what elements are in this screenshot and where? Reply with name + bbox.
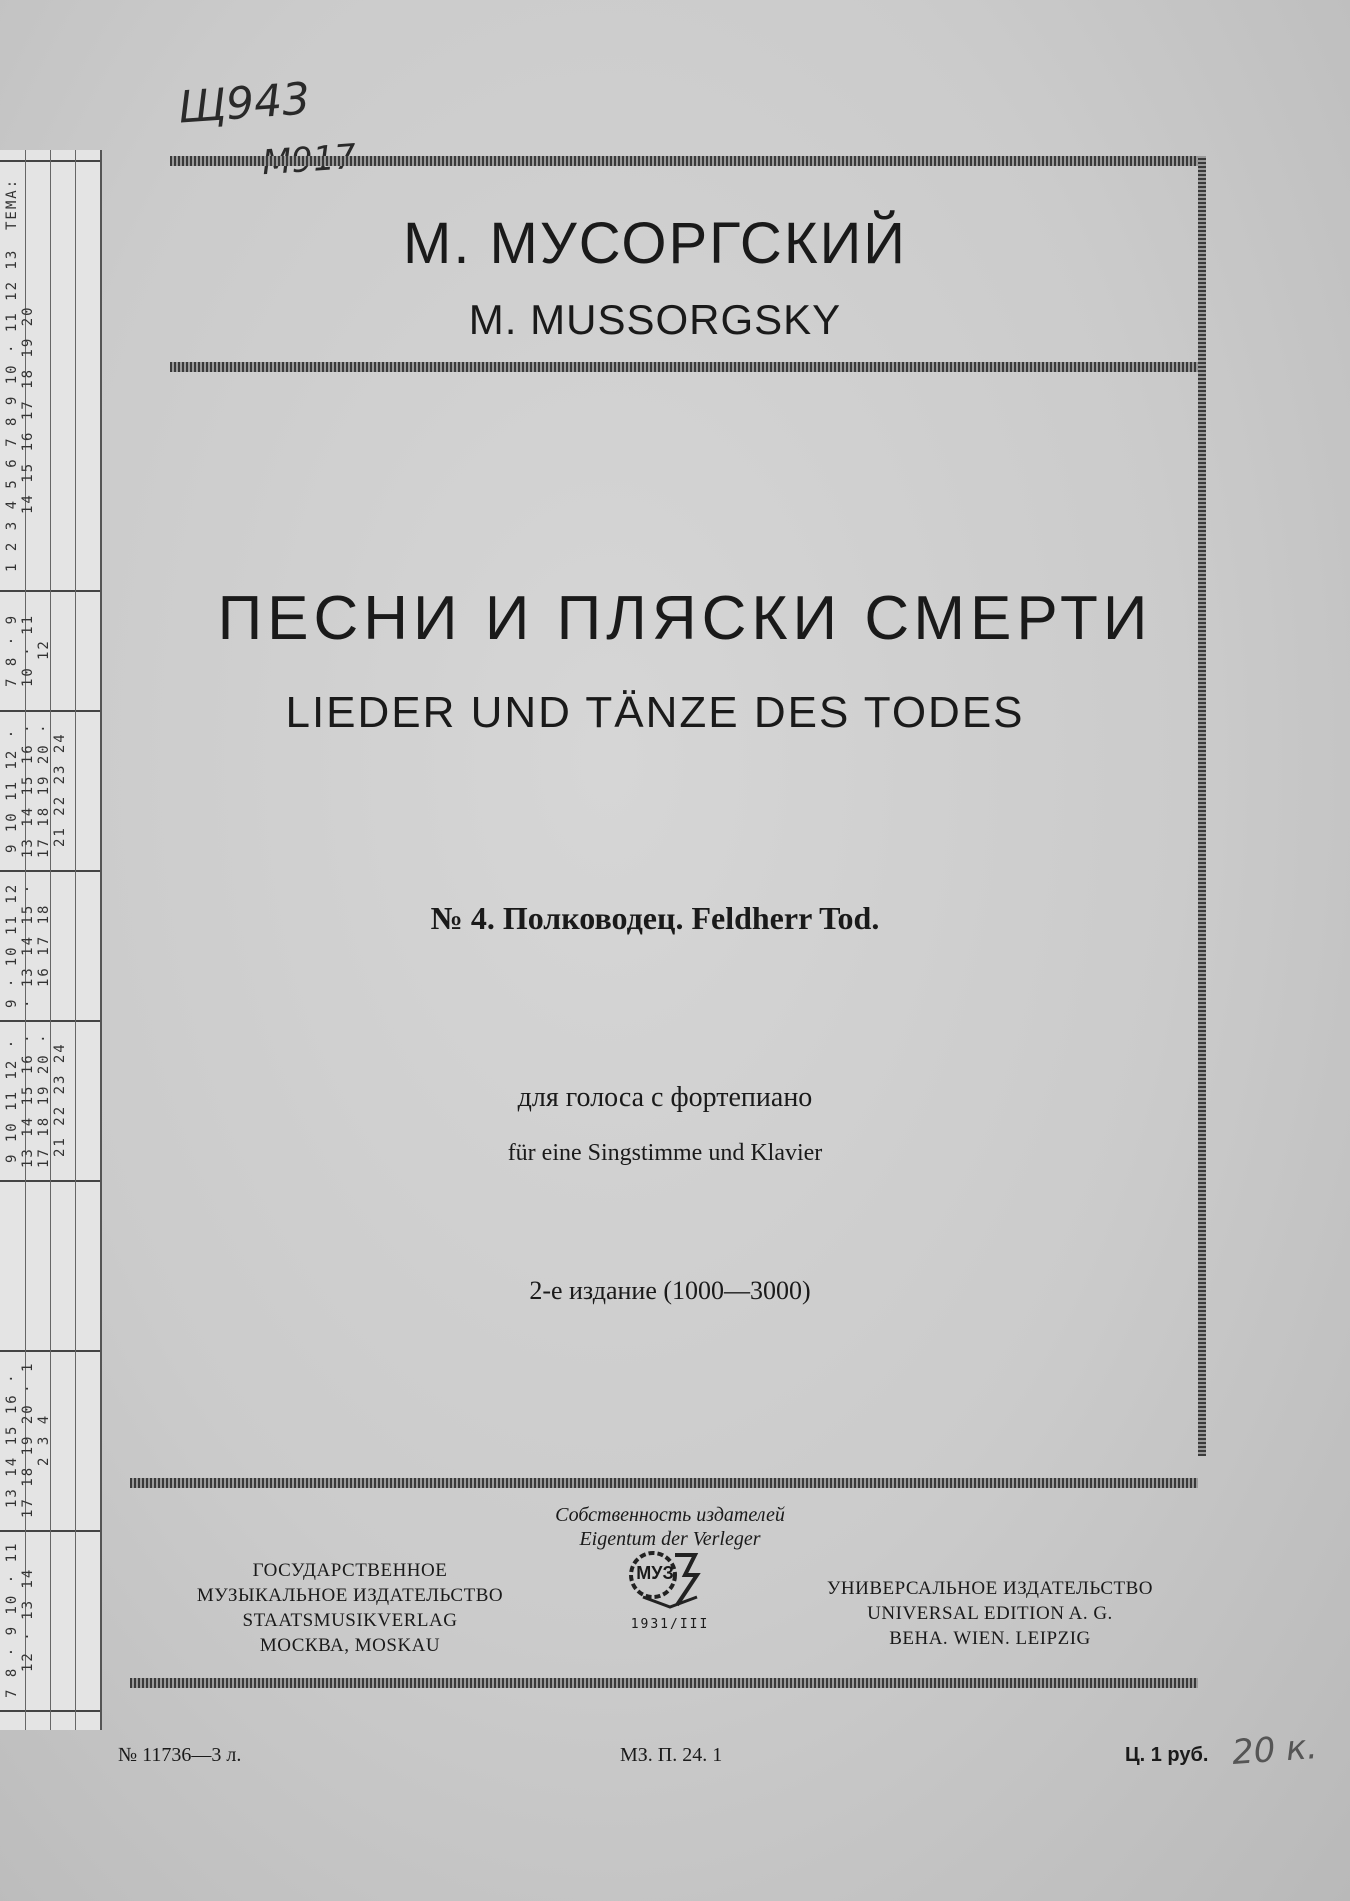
edition-note: 2-е издание (1000—3000): [529, 1276, 811, 1305]
publisher-right: [800, 1576, 1180, 1651]
shelfmark-line-1: Щ943: [176, 73, 312, 134]
publisher-left-line-4: МОСКВА, MOSKAU: [259, 1635, 441, 1656]
publisher-left: [180, 1558, 520, 1658]
property-de: Eigentum der Verleger: [579, 1528, 761, 1550]
publisher-left-line-3: STAATSMUSIKVERLAG: [242, 1610, 458, 1631]
spine-row-5: 9 10 11 12 · 13 14 15 16 · 17 18 19 20 · 21 22 23 24: [4, 1032, 68, 1168]
spine-row-4: 9 · 10 11 12 · 13 14 15 · 16 17 18: [4, 882, 52, 1008]
spine-row-6: 13 14 15 16 · 17 18 19 20 · 1 2 3 4: [4, 1361, 52, 1519]
spine-row-3: 9 10 11 12 · 13 14 15 16 · 17 18 19 20 · 21 22 23 24: [4, 722, 68, 858]
song-number: № 4. Полководец. Feldherr Tod.: [430, 900, 880, 936]
instrumentation-de: für eine Singstimme und Klavier: [507, 1140, 823, 1166]
publisher-right-line-1: УНИВЕРСАЛЬНОЕ ИЗДАТЕЛЬСТВО: [826, 1578, 1154, 1599]
spine-row-7: 7 8 · 9 10 · 11 12 · 13 14: [4, 1541, 36, 1699]
spine-index-strip: [0, 150, 102, 1730]
instrumentation-ru: для голоса с фортепиано: [517, 1082, 813, 1113]
frame-header-bar: [170, 362, 1205, 372]
publisher-right-line-3: ВЕНА. WIEN. LEIPZIG: [889, 1628, 1091, 1649]
publisher-left-line-1: ГОСУДАРСТВЕННОЕ: [252, 1560, 448, 1581]
title-de: LIEDER UND TÄNZE DES TODES: [285, 688, 1025, 737]
logo-year: 1931/III: [630, 1617, 710, 1632]
publisher-left-line-2: МУЗЫКАЛЬНОЕ ИЗДАТЕЛЬСТВО: [196, 1585, 504, 1606]
spine-label: TEMA:: [4, 177, 20, 230]
frame-top-bar: [170, 156, 1205, 166]
property-ru: Собственность издателей: [555, 1504, 785, 1526]
author-lat: M. MUSSORGSKY: [468, 296, 842, 343]
frame-right-bar: [1198, 156, 1206, 1456]
publisher-code: МЗ. П. 24. 1: [620, 1744, 723, 1766]
spine-row-1: 1 2 3 4 5 6 7 8 9 10 · 11 12 13 14 15 16 17 18 19 20: [4, 248, 36, 572]
frame-footer-bottom-bar: [130, 1678, 1198, 1688]
logo-text: МУЗ: [636, 1563, 674, 1583]
price: Ц. 1 руб.: [1125, 1744, 1209, 1766]
author-ru: М. МУСОРГСКИЙ: [403, 211, 907, 276]
price-handwritten: 20 к.: [1230, 1727, 1319, 1773]
frame-footer-top-bar: [130, 1478, 1198, 1488]
catalog-number: № 11736—3 л.: [118, 1744, 242, 1766]
publisher-right-line-2: UNIVERSAL EDITION A. G.: [867, 1603, 1113, 1624]
title-ru: ПЕСНИ И ПЛЯСКИ СМЕРТИ: [217, 584, 1153, 653]
publisher-logo: [615, 1545, 725, 1635]
spine-row-2: 7 8 · 9 10 · 11 12: [4, 613, 52, 687]
